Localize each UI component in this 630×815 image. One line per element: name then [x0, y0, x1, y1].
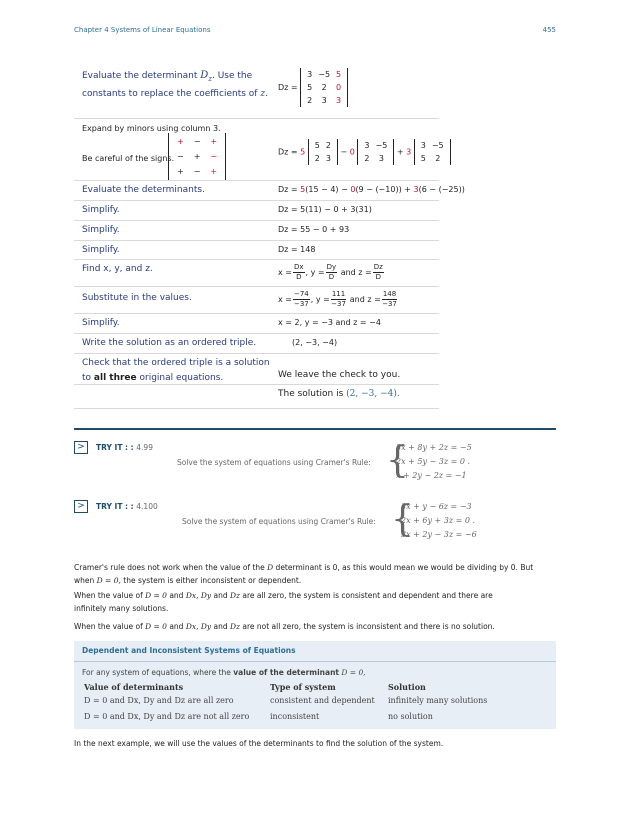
- step-math: We leave the check to you.: [278, 370, 401, 380]
- example-step-row: [74, 260, 439, 287]
- step-description: Substitute in the values.: [82, 293, 192, 303]
- paragraph: When the value of D = 0 and Dx, Dy and Dz are all zero, the system is consistent and dependent and there are infinitely many solutions.: [74, 591, 493, 613]
- example-step-row: [74, 241, 439, 260]
- try-it-box: [74, 441, 556, 491]
- step-math: Dz = 5(15 − 4) − 0(9 − (−10)) + 3(6 − (−25)): [278, 185, 465, 194]
- minor-3: 3 −5 5 2: [414, 139, 451, 165]
- step-math: Dz = 55 − 0 + 93: [278, 225, 350, 234]
- equation-system: { 3x + y − 6z = −3 2x + 6y + 3z = 0 . 3x + 2y − 3z = −6: [391, 499, 477, 540]
- example-step-row: [74, 118, 444, 181]
- step-math: [278, 68, 348, 107]
- example-step-row: [74, 354, 439, 385]
- example-step-row: [74, 60, 439, 118]
- note-box: [74, 641, 556, 729]
- eq-label: Dz =: [278, 83, 298, 92]
- note-divider: [74, 661, 556, 662]
- closing-paragraph: In the next example, we will use the values of the determinants to find the solution of the system.: [74, 739, 444, 748]
- step-math: Dz = 5 5 2 2 3 − 0 3 −5 2 3 + 3 3 −5 5 2: [278, 139, 451, 165]
- table-cell: consistent and dependent: [270, 696, 375, 705]
- step-math: x = $\frac{Dx}{D}$ , y = $\frac{Dy}{D}$ and z = $\frac{Dz}{D}$: [278, 263, 383, 281]
- note-intro: For any system of equations, where the value of the determinant D = 0,: [82, 668, 366, 677]
- try-it-label: TRY IT : : 4.99: [96, 443, 153, 452]
- step-description: Find x, y, and z.: [82, 264, 153, 274]
- try-it-box: [74, 500, 556, 550]
- chevron-right-icon[interactable]: >: [74, 441, 88, 454]
- example-step-row: [74, 181, 465, 201]
- equation-system: { 3x + 8y + 2z = −5 2x + 5y − 3z = 0 . x + 2y − 2z = −1: [386, 440, 472, 481]
- table-cell: infinitely many solutions: [388, 696, 488, 705]
- solution-statement: The solution is (2, −3, −4).: [278, 389, 400, 399]
- step-description: Evaluate the determinants.: [82, 185, 205, 195]
- paragraph: Cramer's rule does not work when the value of the D determinant is 0, as this would mean we would be dividing by 0. But when D = 0, the system is either inconsistent or dependent.: [74, 563, 534, 585]
- brace-icon: {: [391, 499, 414, 540]
- step-math: x = 2, y = −3 and z = −4: [278, 318, 381, 327]
- page-header: [74, 26, 556, 34]
- minor-1: 5 2 2 3: [308, 139, 338, 165]
- section-divider: [74, 428, 556, 430]
- step-description: Simplify.: [82, 225, 120, 235]
- table-cell: inconsistent: [270, 712, 320, 721]
- table-cell: D = 0 and Dx, Dy and Dz are not all zero: [84, 712, 250, 721]
- table-header: Type of system: [270, 682, 336, 692]
- step-math: Dz = 5(11) − 0 + 3(31): [278, 205, 372, 214]
- table-header: Solution: [388, 682, 426, 692]
- determinant-matrix: 3 −5 5 5 2 0 2 3 3: [300, 68, 348, 107]
- sign-pattern: + − + − + − + − +: [168, 133, 226, 180]
- step-description: Expand by minors using column 3.: [82, 124, 221, 133]
- step-description: Simplify.: [82, 318, 120, 328]
- try-it-prompt: Solve the system of equations using Cramer's Rule:: [177, 458, 371, 467]
- step-description: Simplify.: [82, 245, 120, 255]
- example-step-row: [74, 385, 439, 409]
- example-step-row: [74, 201, 439, 221]
- step-math: x = $\frac{-74}{-37}$ , y = $\frac{111}{-37}$ and z = $\frac{148}{-37}$: [278, 290, 397, 308]
- chevron-right-icon[interactable]: >: [74, 500, 88, 513]
- example-step-row: [74, 314, 439, 334]
- example-step-row: [74, 221, 439, 241]
- table-header: Value of determinants: [84, 682, 184, 692]
- step-description: Evaluate the determinant $D_z$. Use the constants to replace the coefficients of z.: [82, 70, 268, 99]
- chapter-title: Chapter 4 Systems of Linear Equations: [74, 26, 211, 34]
- table-cell: D = 0 and Dx, Dy and Dz are all zero: [84, 696, 234, 705]
- signs-label: Be careful of the signs.: [82, 154, 175, 163]
- page-number: 455: [542, 26, 556, 34]
- step-math: Dz = 148: [278, 245, 316, 254]
- step-math: (2, −3, −4): [292, 338, 338, 347]
- table-cell: no solution: [388, 712, 433, 721]
- brace-icon: {: [386, 440, 409, 481]
- paragraph: When the value of D = 0 and Dx, Dy and Dz are not all zero, the system is inconsistent and there is no solution.: [74, 622, 495, 631]
- note-title: Dependent and Inconsistent Systems of Equations: [82, 646, 296, 655]
- step-description: Check that the ordered triple is a solution to all three original equations.: [82, 358, 270, 383]
- minor-2: 3 −5 2 3: [357, 139, 394, 165]
- step-description: Simplify.: [82, 205, 120, 215]
- try-it-prompt: Solve the system of equations using Cramer's Rule:: [182, 517, 376, 526]
- step-description: Write the solution as an ordered triple.: [82, 338, 257, 348]
- try-it-label: TRY IT : : 4.100: [96, 502, 158, 511]
- example-step-row: [74, 287, 439, 314]
- example-step-row: [74, 334, 439, 354]
